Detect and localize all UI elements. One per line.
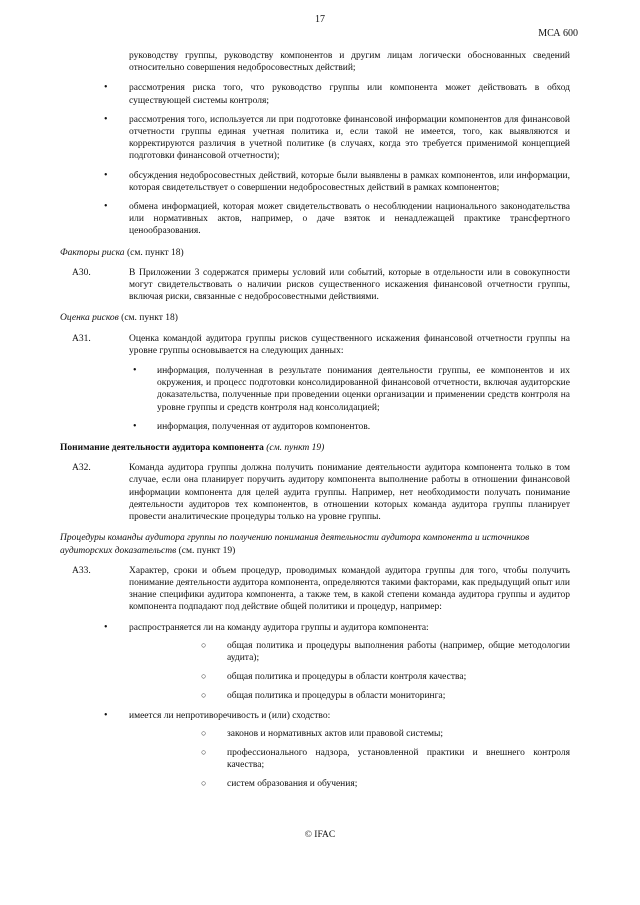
list-item-text: обсуждения недобросовестных действий, которые были выявлены в рамках компонентов, или информации, которая свидетельствует о совершении недобросовестных действий в рамках компонентов; (129, 170, 570, 193)
list-item (60, 170, 570, 194)
paragraph-number: A33. (72, 565, 91, 576)
heading-italic: Процедуры команды аудитора группы по получению понимания деятельности аудитора компонента и источников аудиторских доказательств (60, 533, 530, 556)
paragraph-a30 (60, 267, 570, 304)
paragraph-number: A30. (72, 267, 91, 278)
paragraph-a32 (60, 462, 570, 523)
sub-list-item-text: систем образования и обучения; (227, 779, 358, 790)
paragraph-number: A31. (72, 333, 91, 344)
paragraph-number: A32. (72, 463, 91, 474)
sub-list (129, 728, 570, 791)
risk-assessment-heading (60, 312, 570, 324)
sub-list-item (129, 690, 570, 702)
sub-list-item (129, 671, 570, 683)
list-item (60, 82, 570, 106)
intro-continuation: руководству группы, руководству компонентов и другим лицам логически обоснованных сведений относительно совершения недобросовестных действий; (129, 51, 570, 74)
list-item-text: рассмотрения того, используется ли при подготовке финансовой информации компонентов для финансовой отчетности группы единая учетная политика и, если такой не имеется, того, как выявляются и корректируются различия в учетной политике (в случаях, когда это требуется применимой концепцией подготовки финансовой отчетности); (129, 114, 570, 162)
bullet-icon: • (104, 169, 108, 181)
bullet-icon: • (104, 201, 108, 213)
bullet-icon: • (104, 621, 108, 633)
circle-bullet-icon: ○ (201, 690, 207, 701)
paragraph-text: В Приложении 3 содержатся примеры условий или событий, которые в отдельности или в совокупности могут свидетельствовать о наличии рисков существенного искажения финансовой отчетности группы, включая риски, связанные с недобросовестными действиями. (129, 267, 570, 303)
circle-bullet-icon: ○ (201, 727, 207, 738)
list-item (60, 114, 570, 163)
sub-list-item (129, 728, 570, 740)
heading-reference: (см. пункт 18) (118, 313, 178, 324)
list-item-text: информация, полученная в результате понимания деятельности группы, ее компонентов и их окружения, и процесс подготовки консолидированной финансовой отчетности, включая аудиторские доказательства, полученные при проведении оценки организации и применении средств контроля на уровне группы и средств контроля над консолидацией; (157, 366, 570, 413)
paragraph-text: Команда аудитора группы должна получить понимание деятельности аудитора компонента только в том случае, если она планирует поручить аудитору компонента выполнение работы в отношении финансовой информации компонента для целей аудита группы. Например, нет необходимости получать понимание деятельности аудиторов тех компонентов, в отношении которых команда аудитора группы планирует провести аналитические процедуры только на уровне группы. (129, 463, 570, 523)
understanding-heading (60, 442, 570, 454)
page-number: 17 (315, 14, 325, 25)
list-item (60, 201, 570, 238)
page-content (60, 50, 570, 798)
sub-list-item (129, 778, 570, 790)
standard-code: МСА 600 (538, 28, 578, 39)
circle-bullet-icon: ○ (201, 639, 207, 650)
sub-list-item-text: общая политика и процедуры в области контроля качества; (227, 672, 467, 683)
circle-bullet-icon: ○ (201, 778, 207, 789)
bullet-icon: • (133, 365, 137, 377)
list-item (60, 421, 570, 433)
bullet-icon: • (104, 709, 108, 721)
intro-bullet-list (60, 82, 570, 237)
list-item-text: обмена информацией, которая может свидетельствовать о несоблюдении национального законодательства или нормативных актов, например, о даче взяток и ненадлежащей практике трансфертного ценообразования. (129, 202, 570, 237)
paragraph-text: Оценка командой аудитора группы рисков существенного искажения финансовой отчетности группы на уровне группы основывается на следующих данных: (129, 333, 570, 356)
heading-italic: Факторы риска (60, 247, 125, 258)
paragraph-a33 (60, 565, 570, 614)
paragraph-text: Характер, сроки и объем процедур, проводимых командой аудитора группы для того, чтобы получить понимание деятельности аудитора компонента, определяются такими факторами, как предыдущий опыт или знание специфики аудитора компонента, а также тем, в какой степени команда аудитора группы и аудитор компонента подпадают под действие общей политики и процедур, например: (129, 565, 570, 613)
heading-reference: (см. пункт 18) (124, 247, 184, 258)
bullet-icon: • (133, 420, 137, 432)
list-item-text: распространяется ли на команду аудитора группы и аудитора компонента: (129, 622, 429, 633)
bullet-icon: • (104, 113, 108, 125)
paragraph-a31 (60, 333, 570, 357)
a31-bullet-list (60, 365, 570, 433)
sub-list-item-text: законов и нормативных актов или правовой системы; (227, 728, 444, 739)
heading-bold: Понимание деятельности аудитора компонента (60, 443, 264, 454)
list-item-text: рассмотрения риска того, что руководство группы или компонента может действовать в обход существующей системы контроля; (129, 83, 570, 106)
list-item (60, 365, 570, 414)
procedures-heading (60, 532, 570, 556)
circle-bullet-icon: ○ (201, 746, 207, 757)
footer-copyright: © IFAC (304, 830, 336, 840)
bullet-icon: • (104, 82, 108, 94)
heading-italic: Оценка рисков (60, 313, 119, 324)
sub-list (129, 640, 570, 703)
sub-list-item (129, 747, 570, 771)
sub-list-item-text: общая политика и процедуры в области мониторинга; (227, 691, 446, 702)
list-item (60, 622, 570, 703)
sub-list-item (129, 640, 570, 664)
list-item (60, 710, 570, 791)
circle-bullet-icon: ○ (201, 671, 207, 682)
risk-factors-heading (60, 247, 570, 259)
sub-list-item-text: общая политика и процедуры выполнения работы (например, общие методологии аудита); (227, 640, 570, 663)
heading-reference: (см. пункт 19) (263, 443, 325, 454)
list-item-text: информация, полученная от аудиторов компонентов. (157, 421, 371, 432)
a33-bullet-list (60, 622, 570, 791)
list-item-text: имеется ли непротиворечивость и (или) сходство: (129, 710, 331, 721)
sub-list-item-text: профессионального надзора, установленной практики и внешнего контроля качества; (227, 747, 570, 771)
heading-reference: (см. пункт 19) (176, 545, 236, 556)
